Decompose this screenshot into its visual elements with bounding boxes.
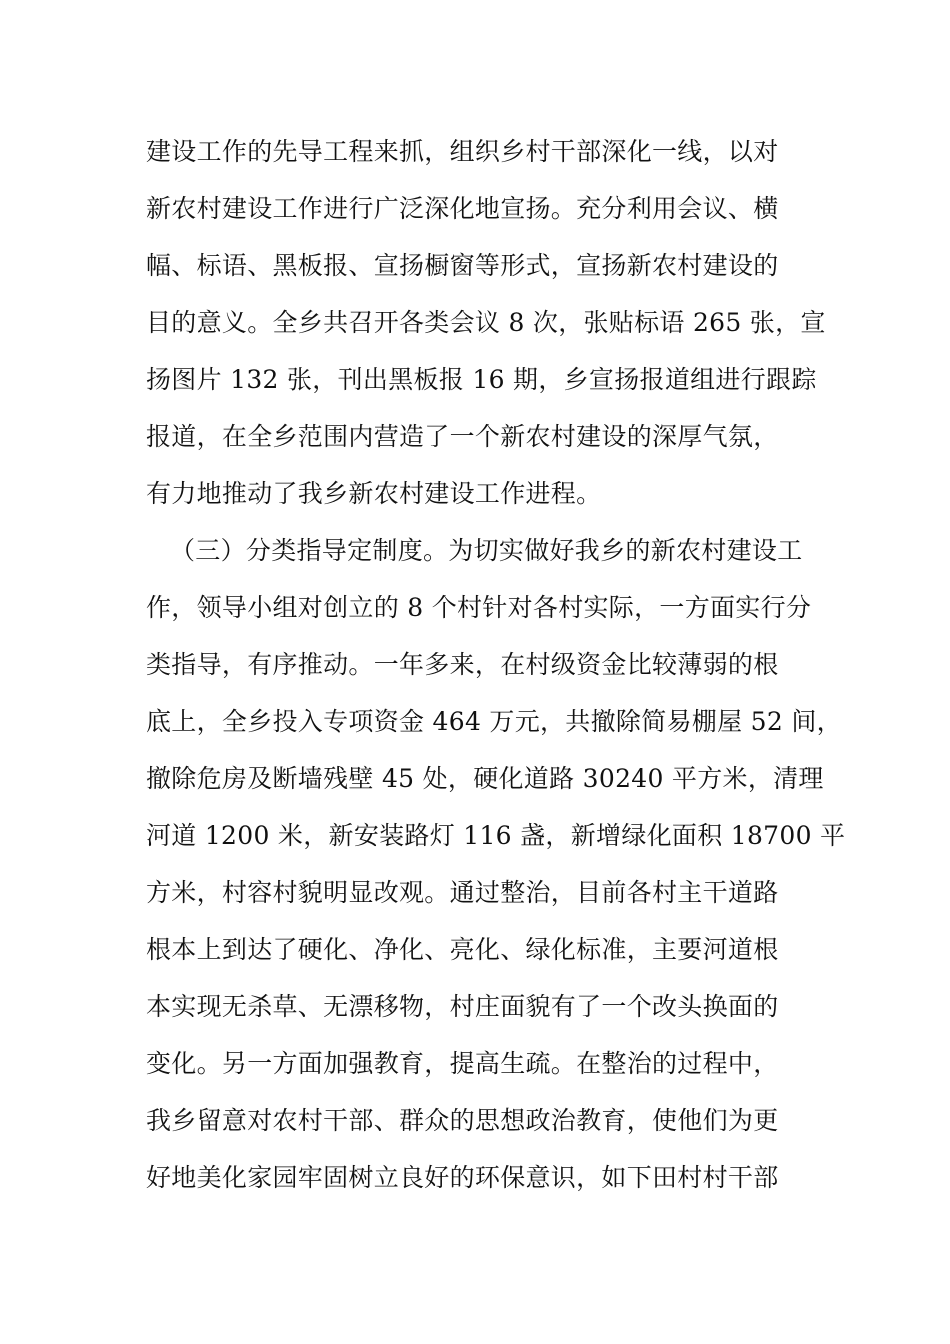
text-line: 根本上到达了硬化、净化、亮化、绿化标准，主要河道根: [146, 935, 779, 964]
text-line: 好地美化家园牢固树立良好的环保意识，如下田村村干部: [146, 1163, 779, 1192]
text-line: 作，领导小组对创立的 8 个村针对各村实际，一方面实行分: [146, 593, 812, 622]
text-line: 类指导，有序推动。一年多来，在村级资金比较薄弱的根: [146, 650, 779, 679]
text-line: 方米，村容村貌明显改观。通过整治，目前各村主干道路: [146, 878, 779, 907]
text-line: 我乡留意对农村干部、群众的思想政治教育，使他们为更: [146, 1106, 779, 1135]
text-line: 建设工作的先导工程来抓，组织乡村干部深化一线，以对: [146, 137, 779, 166]
section-heading-line: （三）分类指导定制度。为切实做好我乡的新农村建设工: [170, 536, 803, 565]
text-line: 新农村建设工作进行广泛深化地宣扬。充分利用会议、横: [146, 194, 779, 223]
text-line: 目的意义。全乡共召开各类会议 8 次，张贴标语 265 张，宣: [146, 308, 826, 337]
text-line: 报道，在全乡范围内营造了一个新农村建设的深厚气氛，: [146, 422, 779, 451]
text-line: 变化。另一方面加强教育，提高生疏。在整治的过程中，: [146, 1049, 779, 1078]
text-line: 扬图片 132 张，刊出黑板报 16 期，乡宣扬报道组进行跟踪: [146, 365, 817, 394]
text-line: 幅、标语、黑板报、宣扬橱窗等形式，宣扬新农村建设的: [146, 251, 779, 280]
text-line: 底上，全乡投入专项资金 464 万元，共撤除简易棚屋 52 间，: [146, 707, 842, 736]
text-line: 本实现无杀草、无漂移物，村庄面貌有了一个改头换面的: [146, 992, 779, 1021]
text-line: 撤除危房及断墙残壁 45 处，硬化道路 30240 平方米，清理: [146, 764, 824, 793]
text-line: 有力地推动了我乡新农村建设工作进程。: [146, 479, 602, 508]
text-line: 河道 1200 米，新安装路灯 116 盏，新增绿化面积 18700 平: [146, 821, 846, 850]
